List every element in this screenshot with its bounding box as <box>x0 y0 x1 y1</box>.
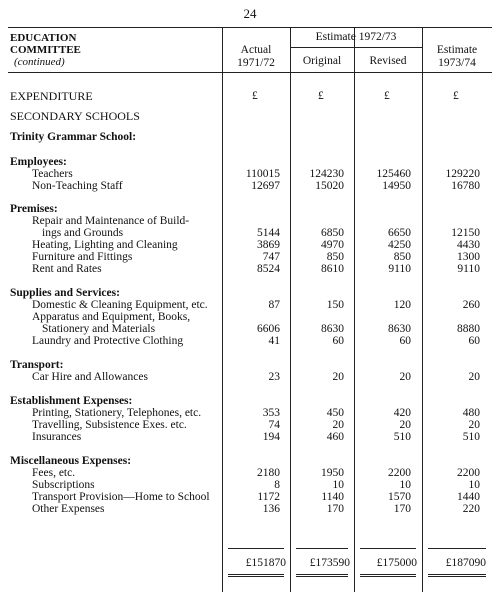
cell-actual: 6606 <box>257 323 280 335</box>
cell-revised: 4250 <box>388 239 411 251</box>
cell-actual: 747 <box>262 251 280 263</box>
estimate-column-header <box>422 44 492 70</box>
row-label-wrap: Apparatus and Equipment, Books, <box>32 311 191 323</box>
cell-actual: 353 <box>262 407 280 419</box>
estimate-line-2: 1973/74 <box>438 57 476 69</box>
estimate-group-header: Estimate 1972/73 <box>315 31 397 43</box>
cell-estimate: 1440 <box>457 491 480 503</box>
cell-actual: 5144 <box>257 227 280 239</box>
cell-original: 1950 <box>321 467 344 479</box>
total-rule-bottom <box>428 576 486 577</box>
total-rule-bottom <box>360 574 416 575</box>
cell-estimate: 20 <box>468 419 480 431</box>
cell-estimate: 12150 <box>451 227 480 239</box>
cell-estimate: 1300 <box>457 251 480 263</box>
group-heading: Supplies and Services: <box>10 287 120 299</box>
cell-original: 8630 <box>321 323 344 335</box>
group-heading: Establishment Expenses: <box>10 395 133 407</box>
cell-estimate: 60 <box>468 335 480 347</box>
row-label: Insurances <box>32 431 82 443</box>
cell-original: 8610 <box>321 263 344 275</box>
total-rule-top <box>360 548 416 549</box>
row-label: Subscriptions <box>32 479 95 491</box>
cell-estimate: 10 <box>468 479 480 491</box>
cell-original: 60 <box>332 335 344 347</box>
row-label: Other Expenses <box>32 503 105 515</box>
cell-actual: 23 <box>268 371 280 383</box>
revised-column-header: Revised <box>369 55 407 67</box>
cell-original: 4970 <box>321 239 344 251</box>
row-label: Domestic & Cleaning Equipment, etc. <box>32 299 208 311</box>
cell-actual: 8 <box>274 479 280 491</box>
cell-actual: 194 <box>262 431 280 443</box>
cell-estimate: 480 <box>462 407 480 419</box>
row-label: Transport Provision—Home to School <box>32 491 210 503</box>
total-rule-top <box>428 548 486 549</box>
row-label: Fees, etc. <box>32 467 76 479</box>
cell-revised: 170 <box>393 503 411 515</box>
row-label: Car Hire and Allowances <box>32 371 148 383</box>
cell-actual: 12697 <box>251 180 280 192</box>
group-heading: Miscellaneous Expenses: <box>10 455 132 467</box>
total-revised: £175000 <box>376 557 417 569</box>
currency-symbol: £ <box>318 90 324 102</box>
row-label: Stationery and Materials <box>42 323 156 335</box>
column-divider <box>222 27 223 592</box>
cell-revised: 2200 <box>388 467 411 479</box>
cell-actual: 136 <box>262 503 280 515</box>
top-rule <box>8 27 492 28</box>
cell-original: 6850 <box>321 227 344 239</box>
cell-estimate: 8880 <box>457 323 480 335</box>
cell-revised: 10 <box>399 479 411 491</box>
header-bottom-rule <box>8 72 492 73</box>
row-label: Printing, Stationery, Telephones, etc. <box>32 407 202 419</box>
original-column-header: Original <box>302 55 342 67</box>
cell-original: 10 <box>332 479 344 491</box>
cell-original: 850 <box>326 251 344 263</box>
total-actual: £151870 <box>245 557 286 569</box>
estimate-group-rule <box>290 47 422 48</box>
group-heading: Premises: <box>10 203 58 215</box>
cell-actual: 3869 <box>257 239 280 251</box>
cell-revised: 125460 <box>376 168 411 180</box>
total-rule-bottom <box>228 576 284 577</box>
cell-revised: 1570 <box>388 491 411 503</box>
cell-original: 1140 <box>321 491 344 503</box>
row-label: Teachers <box>32 168 73 180</box>
group-heading: Employees: <box>10 156 67 168</box>
cell-original: 15020 <box>315 180 344 192</box>
row-label: Furniture and Fittings <box>32 251 133 263</box>
school-name: Trinity Grammar School: <box>10 131 137 143</box>
cell-revised: 510 <box>393 431 411 443</box>
cell-actual: 2180 <box>257 467 280 479</box>
currency-symbol: £ <box>252 90 258 102</box>
cell-actual: 87 <box>268 299 280 311</box>
cell-actual: 110015 <box>245 168 280 180</box>
cell-actual: 74 <box>268 419 280 431</box>
cell-original: 450 <box>326 407 344 419</box>
cell-revised: 14950 <box>382 180 411 192</box>
committee-line-2: COMMITTEE <box>10 44 81 56</box>
cell-revised: 420 <box>393 407 411 419</box>
cell-estimate: 9110 <box>457 263 480 275</box>
row-label-wrap: Repair and Maintenance of Build- <box>32 215 190 227</box>
total-rule-top <box>296 548 348 549</box>
actual-column-header <box>222 44 290 70</box>
cell-estimate: 260 <box>462 299 480 311</box>
cell-original: 460 <box>326 431 344 443</box>
estimate-line-1: Estimate <box>436 44 478 56</box>
currency-symbol: £ <box>453 90 459 102</box>
total-rule-bottom <box>296 574 348 575</box>
currency-symbol: £ <box>384 90 390 102</box>
actual-line-2: 1971/72 <box>237 57 275 69</box>
section-title: SECONDARY SCHOOLS <box>10 109 140 123</box>
cell-estimate: 220 <box>462 503 480 515</box>
cell-original: 124230 <box>309 168 344 180</box>
row-label: Laundry and Protective Clothing <box>32 335 184 347</box>
cell-original: 170 <box>326 503 344 515</box>
cell-revised: 9110 <box>388 263 411 275</box>
row-label: Rent and Rates <box>32 263 102 275</box>
total-rule-bottom <box>428 574 486 575</box>
group-heading: Transport: <box>10 359 64 371</box>
continued-label: (continued) <box>14 56 65 68</box>
row-label: Travelling, Subsistence Exes. etc. <box>32 419 187 431</box>
cell-revised: 20 <box>399 419 411 431</box>
expenditure-label: EXPENDITURE <box>10 89 93 103</box>
row-label: Non-Teaching Staff <box>32 180 123 192</box>
cell-actual: 8524 <box>257 263 280 275</box>
cell-original: 150 <box>326 299 344 311</box>
column-divider <box>422 27 423 592</box>
cell-revised: 850 <box>393 251 411 263</box>
committee-heading <box>10 32 81 68</box>
cell-estimate: 20 <box>468 371 480 383</box>
cell-estimate: 4430 <box>457 239 480 251</box>
cell-actual: 41 <box>268 335 280 347</box>
cell-original: 20 <box>332 419 344 431</box>
cell-estimate: 16780 <box>451 180 480 192</box>
cell-revised: 8630 <box>388 323 411 335</box>
cell-revised: 120 <box>393 299 411 311</box>
total-rule-top <box>228 548 284 549</box>
row-label: ings and Grounds <box>42 227 124 239</box>
actual-line-1: Actual <box>240 44 272 56</box>
cell-estimate: 2200 <box>457 467 480 479</box>
cell-revised: 60 <box>399 335 411 347</box>
total-rule-bottom <box>360 576 416 577</box>
committee-line-1: EDUCATION <box>10 32 77 44</box>
row-label: Heating, Lighting and Cleaning <box>32 239 178 251</box>
cell-original: 20 <box>332 371 344 383</box>
cell-actual: 1172 <box>257 491 280 503</box>
cell-revised: 6650 <box>388 227 411 239</box>
total-rule-bottom <box>296 576 348 577</box>
cell-revised: 20 <box>399 371 411 383</box>
total-original: £173590 <box>309 557 350 569</box>
total-estimate: £187090 <box>445 557 486 569</box>
page-number: 24 <box>243 6 257 21</box>
total-rule-bottom <box>228 574 284 575</box>
cell-estimate: 510 <box>462 431 480 443</box>
cell-estimate: 129220 <box>445 168 480 180</box>
